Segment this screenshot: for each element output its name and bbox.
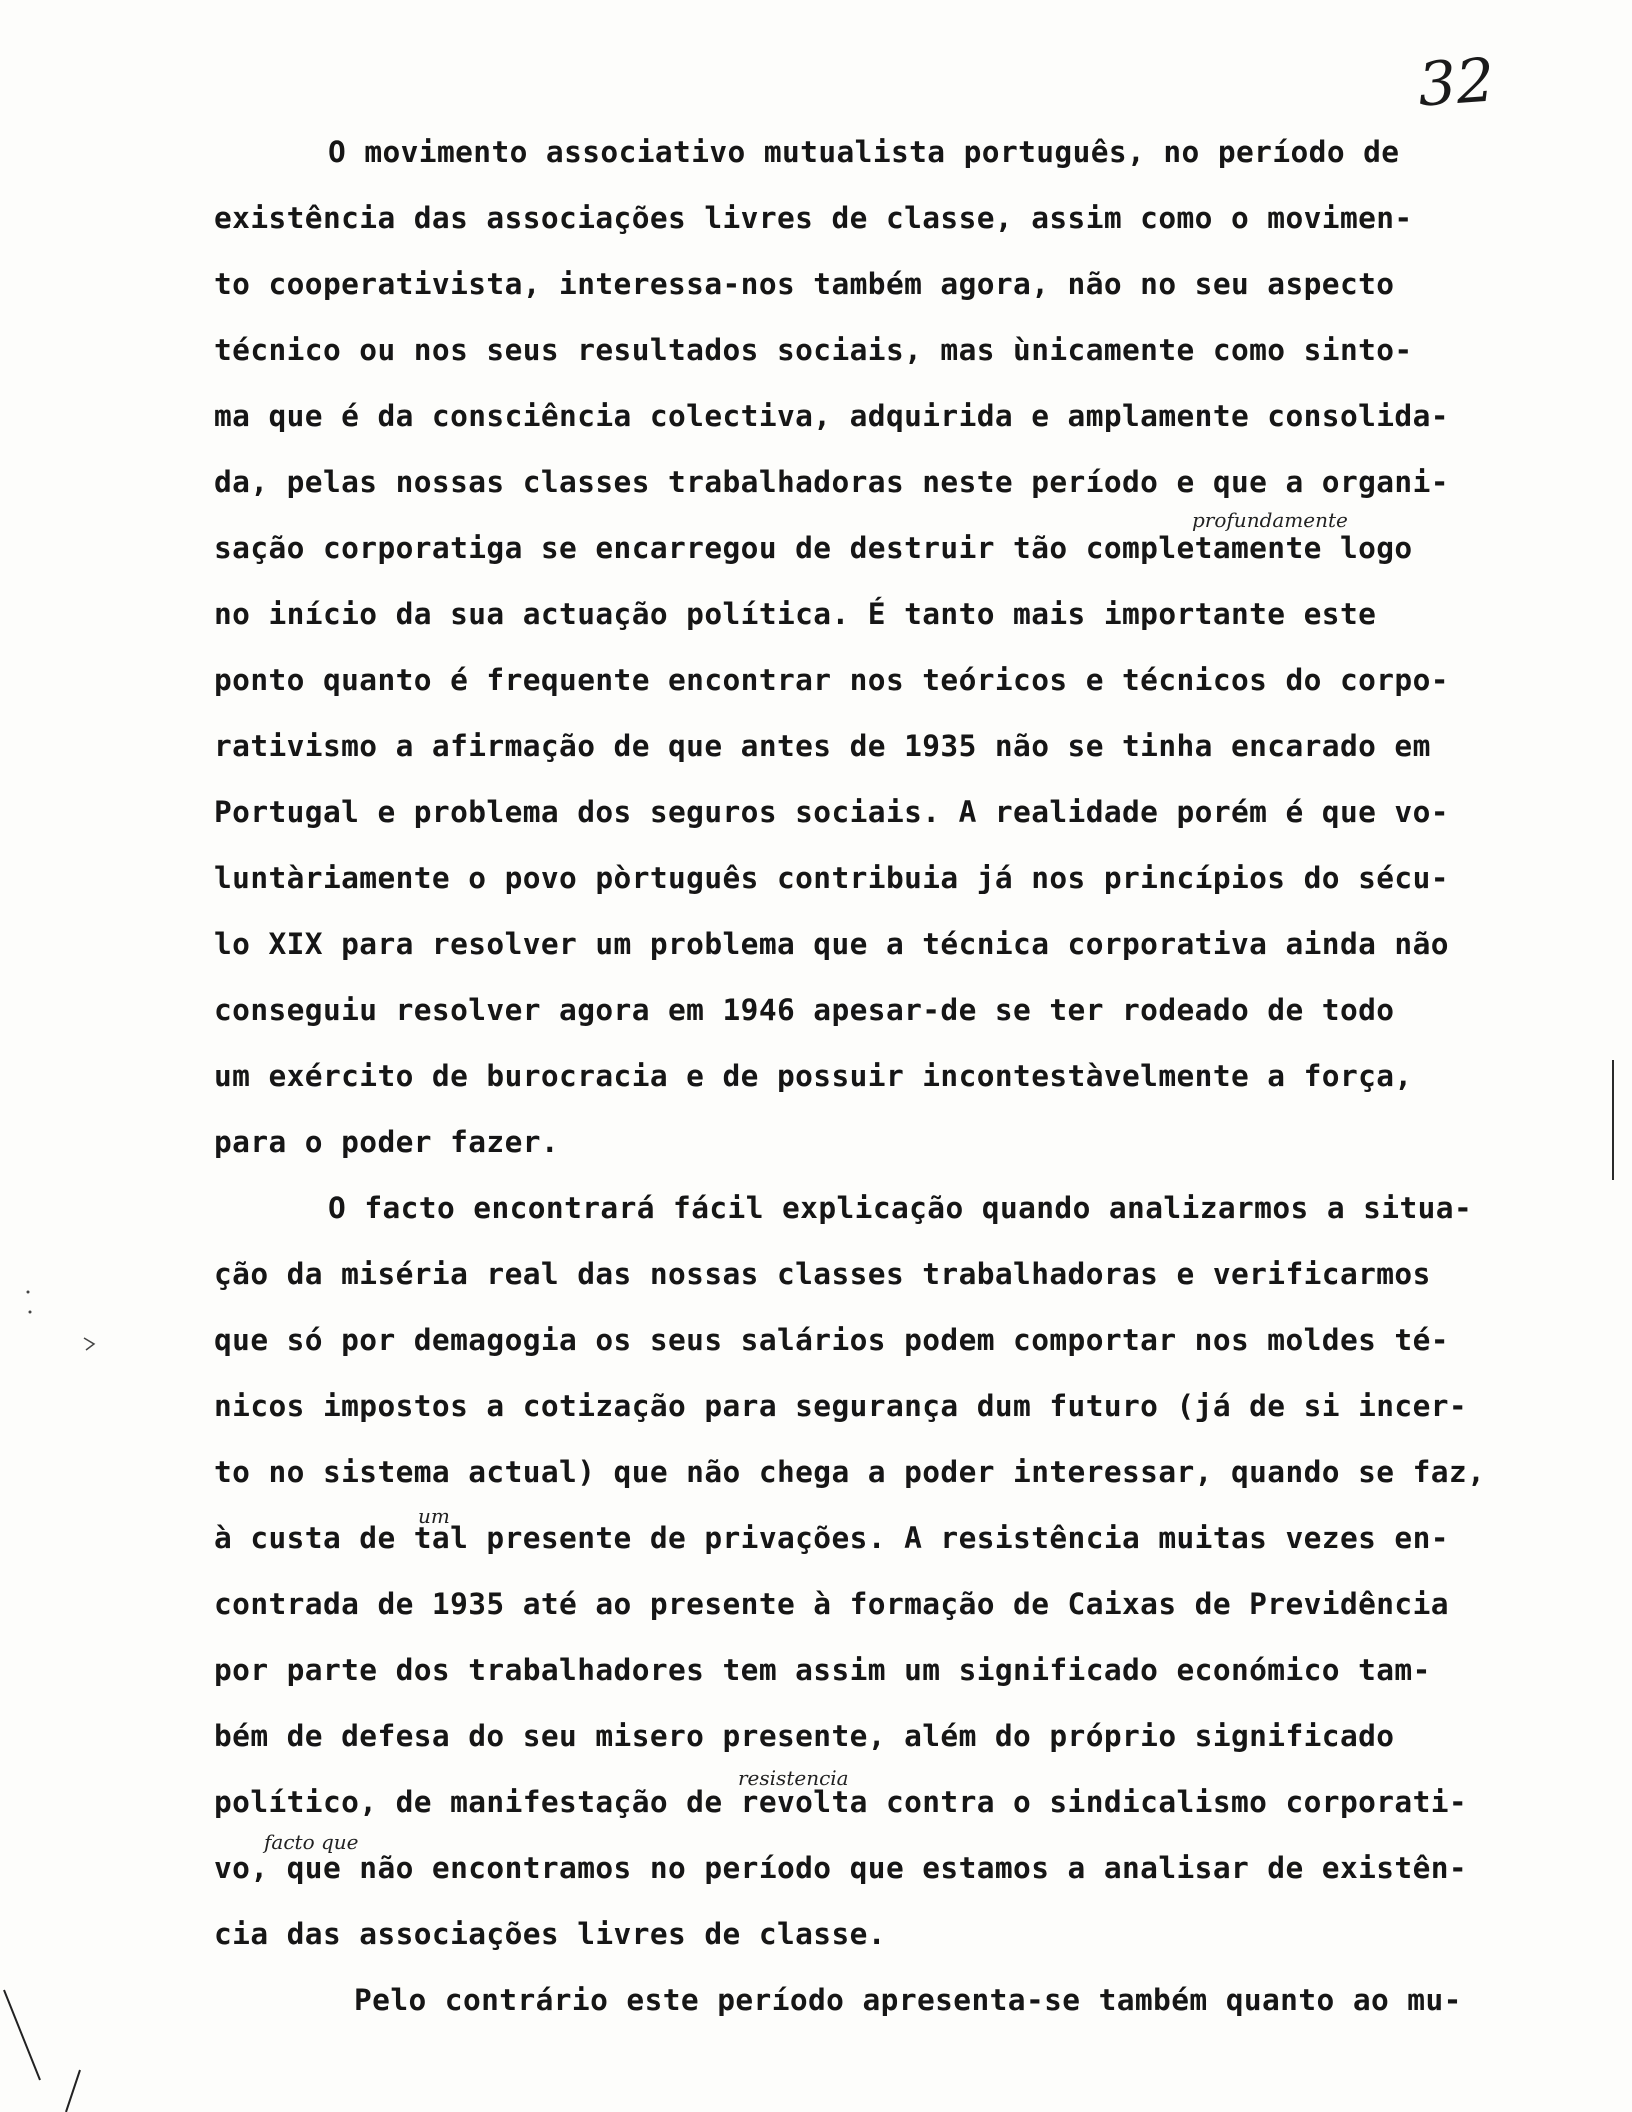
handwritten-note-facto-que: facto que (264, 1830, 359, 1854)
text-line: político, de manifestação de revolta contra o sindicalismo corporati- (214, 1785, 1468, 1819)
text-line: para o poder fazer. (214, 1125, 560, 1159)
text-line: bém de defesa do seu misero presente, além do próprio significado (214, 1719, 1395, 1753)
text-line: da, pelas nossas classes trabalhadoras neste período e que a organi- (214, 465, 1449, 499)
text-line: nicos impostos a cotização para segurança dum futuro (já de si incer- (214, 1389, 1468, 1423)
text-line: O movimento associativo mutualista português, no período de (328, 135, 1400, 169)
handwritten-note-profundamente: profundamente (1192, 508, 1348, 532)
text-line: conseguiu resolver agora em 1946 apesar-de se ter rodeado de todo (214, 993, 1395, 1027)
handwritten-note-um: um (418, 1504, 450, 1528)
page-number: 32 (1415, 45, 1497, 121)
text-line: existência das associações livres de classe, assim como o movimen- (214, 201, 1413, 235)
text-line: rativismo a afirmação de que antes de 1935 não se tinha encarado em (214, 729, 1431, 763)
text-line: O facto encontrará fácil explicação quando analizarmos a situa- (328, 1191, 1473, 1225)
text-line: ponto quanto é frequente encontrar nos teóricos e técnicos do corpo- (214, 663, 1449, 697)
text-line: um exército de burocracia e de possuir incontestàvelmente a força, (214, 1059, 1413, 1093)
text-line: lo XIX para resolver um problema que a técnica corporativa ainda não (214, 927, 1449, 961)
text-line: técnico ou nos seus resultados sociais, mas ùnicamente como sinto- (214, 333, 1413, 367)
text-line: Portugal e problema dos seguros sociais. A realidade porém é que vo- (214, 795, 1449, 829)
text-line: que só por demagogia os seus salários podem comportar nos moldes té- (214, 1323, 1449, 1357)
text-line: sação corporatiga se encarregou de destruir tão completamente logo (214, 531, 1413, 565)
text-line: cia das associações livres de classe. (214, 1917, 886, 1951)
text-line: Pelo contrário este período apresenta-se também quanto ao mu- (354, 1983, 1462, 2017)
text-line: ma que é da consciência colectiva, adquirida e amplamente consolida- (214, 399, 1449, 433)
handwritten-note-resistencia: resistencia (738, 1766, 849, 1790)
text-line: to cooperativista, interessa-nos também agora, não no seu aspecto (214, 267, 1395, 301)
text-line: no início da sua actuação política. É tanto mais importante este (214, 597, 1377, 631)
margin-speck-marks (20, 1290, 100, 1410)
text-line: vo, que não encontramos no período que estamos a analisar de existên- (214, 1851, 1468, 1885)
text-line: contrada de 1935 até ao presente à formação de Caixas de Previdência (214, 1587, 1449, 1621)
scan-corner-mark (0, 1960, 110, 2112)
text-line: à custa de tal presente de privações. A resistência muitas vezes en- (214, 1521, 1449, 1555)
text-line: luntàriamente o povo pòrtuguês contribuia já nos princípios do sécu- (214, 861, 1449, 895)
text-line: ção da miséria real das nossas classes trabalhadoras e verificarmos (214, 1257, 1431, 1291)
text-line: por parte dos trabalhadores tem assim um significado económico tam- (214, 1653, 1431, 1687)
text-line: to no sistema actual) que não chega a poder interessar, quando se faz, (214, 1455, 1486, 1489)
scan-edge-line (1612, 1060, 1614, 1180)
